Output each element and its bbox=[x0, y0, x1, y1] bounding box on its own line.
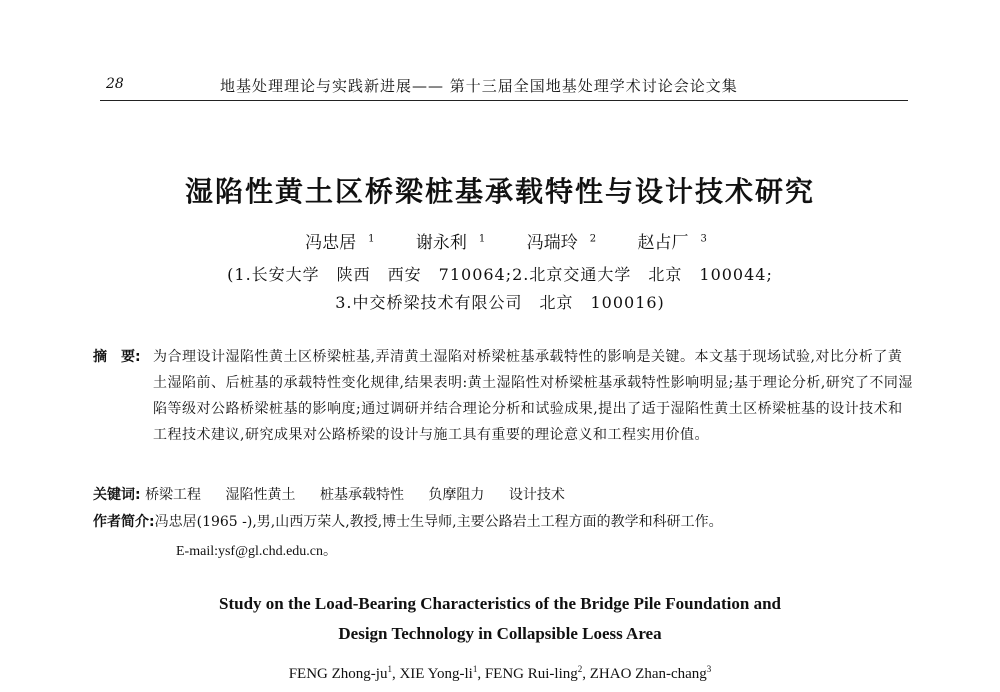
affiliation-line: 3.中交桥梁技术有限公司 北京 100016) bbox=[335, 293, 665, 312]
keyword: 湿陷性黄土 bbox=[225, 487, 296, 503]
running-title: 地基处理理论与实践新进展—— 第十三届全国地基处理学术讨论会论文集 bbox=[220, 77, 738, 95]
keyword: 负摩阻力 bbox=[428, 487, 485, 503]
keywords bbox=[93, 484, 913, 504]
author: 赵占厂 $^3$ bbox=[637, 233, 707, 253]
affiliation-line: (1.长安大学 陕西 西安 710064;2.北京交通大学 北京 100044; bbox=[227, 265, 773, 284]
abstract-label: 摘 要: bbox=[93, 349, 141, 365]
keyword: 桩基承载特性 bbox=[319, 487, 404, 503]
author-bio bbox=[93, 511, 923, 531]
author: 谢永利 $^1$ bbox=[415, 233, 486, 253]
keywords-label: 关键词: bbox=[93, 487, 141, 503]
author-list bbox=[0, 228, 1000, 253]
english-title-line: Study on the Load-Bearing Characteristics of the Bridge Pile Foundation and bbox=[219, 594, 781, 613]
keyword: 桥梁工程 bbox=[145, 487, 202, 503]
page-number: 28 bbox=[106, 76, 124, 92]
english-author: FENG Zhong-$ju^1$ bbox=[288, 664, 392, 682]
author-email: E-mail:ysf@gl.chd.edu.cn。 bbox=[176, 544, 338, 559]
running-header bbox=[100, 72, 908, 101]
english-author: FENG Rui-ling$^2$ bbox=[484, 664, 583, 682]
paper-title: 湿陷性黄土区桥梁桩基承载特性与设计技术研究 bbox=[184, 175, 815, 208]
keyword: 设计技术 bbox=[508, 487, 565, 503]
author: 冯忠居 $^1$ bbox=[305, 233, 375, 253]
abstract-text: 为合理设计湿陷性黄土区桥梁桩基,弄清黄土湿陷对桥梁桩基承载特性的影响是关键。本文基于现场试验,对比分析了黄土湿陷前、后桩基的承载特性变化规律,结果表明:黄土湿陷性对桥梁桩基承载特性影响明显;基于理论分析,研究了不同湿陷等级对公路桥梁桩基的影响度;通过调研并结合理论分析和试验成果,提出了适于湿陷性黄土区桥梁桩基的设计技术和工程技术建议,研究成果对公路桥梁的设计与施工具有重要的理论意义和工程实用价值。 bbox=[153, 349, 913, 443]
abstract bbox=[93, 344, 913, 448]
english-author-list: FENG Zhong-$ju^1$, XIE Yong-$li^1$, FENG Rui-ling$^2$, ZHAO Zhan-chang$^3$ bbox=[288, 664, 712, 682]
author-bio-text: 冯忠居(1965 -),男,山西万荣人,教授,博士生导师,主要公路岩土工程方面的教学和科研工作。 bbox=[154, 514, 723, 530]
english-author: XIE Yong-$li^1$ bbox=[399, 664, 478, 682]
english-author: ZHAO Zhan-chang$^3$ bbox=[589, 664, 712, 682]
author: 冯瑞玲 $^2$ bbox=[526, 233, 597, 253]
english-title-line: Design Technology in Collapsible Loess Area bbox=[338, 624, 662, 643]
author-bio-label: 作者简介: bbox=[93, 514, 155, 530]
